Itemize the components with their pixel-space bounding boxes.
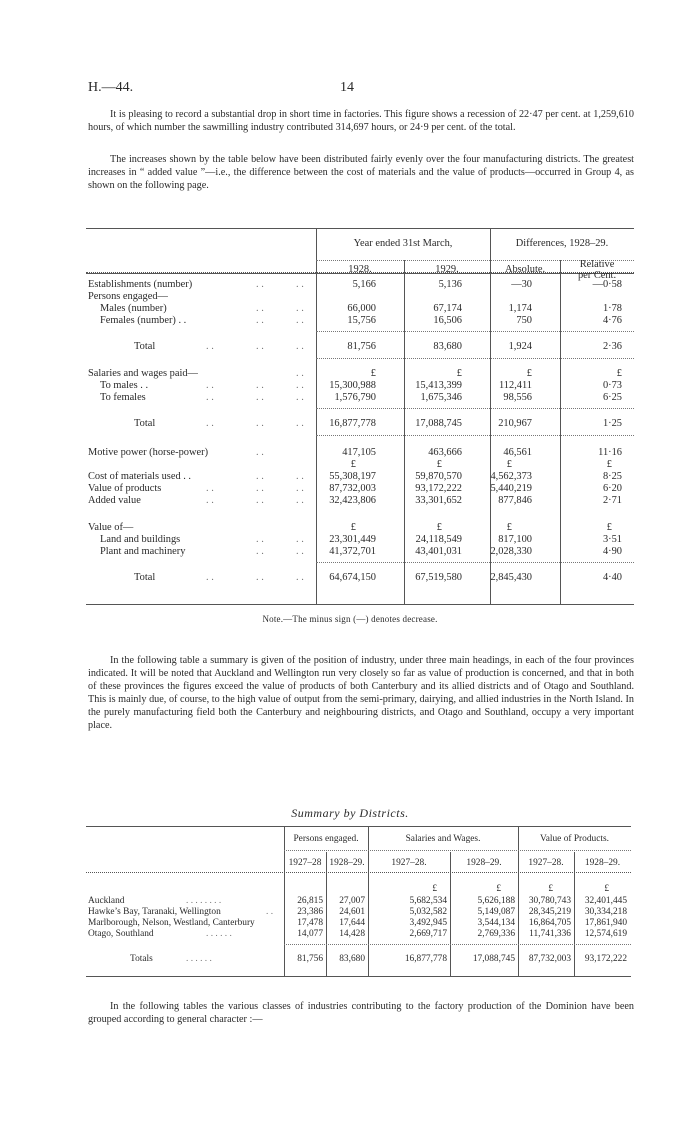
differences-heading: Differences, 1928–29.: [515, 238, 609, 249]
value-1928: 81,756: [347, 341, 376, 352]
leader-dots: . .: [296, 380, 304, 391]
persons-1928: 14,428: [339, 929, 365, 939]
leader-dots: . .: [206, 392, 214, 403]
col-persons-1927: 1927–28: [288, 858, 322, 868]
row-label: Males (number): [100, 303, 167, 314]
value-1929: 43,401,031: [415, 546, 462, 557]
leader-dots: . .: [206, 380, 214, 391]
value-1927: 16,864,705: [528, 918, 571, 928]
leader-dots: . .: [296, 392, 304, 403]
value-1928: 93,172,222: [584, 954, 627, 964]
value-products-heading: Value of Products.: [540, 834, 609, 844]
value-1929: 59,870,570: [415, 471, 462, 482]
currency-symbol: £: [548, 884, 553, 894]
currency-symbol: £: [436, 522, 442, 533]
persons-1927: 23,386: [297, 907, 323, 917]
col-1929: 1929.: [435, 264, 459, 275]
paragraph-short-time: It is pleasing to record a substantial drop in short time in factories. This figure shows a recession of 22·47 per cent. at 1,259,610 hours, of which number the sawmilling industry contributed 314,697 hours, or 24·9 per cent. of the total.: [88, 109, 634, 133]
leader-dots: . .: [256, 341, 264, 352]
value-absolute: 817,100: [498, 534, 532, 545]
value-1929: 5,136: [438, 279, 462, 290]
value-1929: 17,088,745: [415, 418, 462, 429]
leader-dots: . .: [296, 368, 304, 379]
salaries-1927: 3,492,945: [409, 918, 447, 928]
col-value-1928: 1928–29.: [584, 858, 621, 868]
row-label: Motive power (horse-power): [88, 447, 209, 458]
col-relative-line1: Relative: [579, 259, 615, 270]
salaries-1928: 5,626,188: [477, 896, 515, 906]
row-label: Salaries and wages paid—: [88, 368, 198, 379]
value-relative: 4·90: [602, 546, 622, 557]
leader-dots: . .: [296, 483, 304, 494]
col-absolute: Absolute.: [504, 264, 546, 275]
persons-1927: 14,077: [297, 929, 323, 939]
col-relative-line2: per Cent.: [577, 270, 617, 281]
row-label: Cost of materials used . .: [88, 471, 192, 482]
col-salaries-1928: 1928–29.: [466, 858, 502, 868]
currency-symbol: £: [606, 459, 612, 470]
currency-symbol: £: [350, 459, 356, 470]
col-relative: [560, 259, 634, 281]
salaries-1928: 17,088,745: [472, 954, 515, 964]
persons-1927: 81,756: [297, 954, 323, 964]
value-relative: 6·20: [602, 483, 622, 494]
currency-symbol: £: [506, 522, 512, 533]
value-1928: 417,105: [342, 447, 376, 458]
value-relative: 11·16: [598, 447, 622, 458]
value-1929: 67,519,580: [415, 572, 462, 583]
value-1929: 67,174: [433, 303, 462, 314]
value-absolute: 112,411: [499, 380, 532, 391]
col-salaries-1927: 1927–28.: [391, 858, 427, 868]
row-label: Total: [134, 418, 156, 429]
leader-dots: . .: [256, 380, 264, 391]
district-label: Totals: [130, 954, 153, 964]
salaries-1928: 5,149,087: [477, 907, 515, 917]
salaries-1928: 2,769,336: [477, 929, 515, 939]
leader-dots: . .: [296, 471, 304, 482]
value-1929: 83,680: [433, 341, 462, 352]
value-absolute: 1,174: [508, 303, 532, 314]
value-relative: 4·40: [602, 572, 622, 583]
value-1927: 30,780,743: [528, 896, 571, 906]
persons-1928: 17,644: [339, 918, 365, 928]
persons-1928: 24,601: [339, 907, 365, 917]
leader-dots: . .: [266, 907, 274, 917]
currency-symbol: £: [350, 522, 356, 533]
value-absolute: 4,562,373: [490, 471, 532, 482]
leader-dots: . . . . . . . .: [186, 896, 222, 906]
value-relative: 0·73: [602, 380, 622, 391]
value-1928: 15,756: [347, 315, 376, 326]
value-1929: 1,675,346: [420, 392, 462, 403]
value-relative: 8·25: [602, 471, 622, 482]
col-1928: 1928.: [348, 264, 372, 275]
currency-symbol: £: [432, 884, 437, 894]
value-1928: 17,861,940: [584, 918, 627, 928]
value-1928: 32,423,806: [329, 495, 376, 506]
currency-symbol: £: [496, 884, 501, 894]
currency-symbol: £: [526, 368, 532, 379]
salaries-wages-heading: Salaries and Wages.: [405, 834, 481, 844]
value-1928: 5,166: [352, 279, 376, 290]
value-1927: 11,741,336: [529, 929, 571, 939]
value-absolute: 877,846: [498, 495, 532, 506]
leader-dots: . .: [296, 546, 304, 557]
value-1928: 66,000: [347, 303, 376, 314]
value-absolute: 46,561: [503, 447, 532, 458]
leader-dots: . .: [256, 303, 264, 314]
row-label: Land and buildings: [100, 534, 181, 545]
leader-dots: . .: [256, 534, 264, 545]
year-ended-heading: Year ended 31st March,: [353, 238, 453, 249]
leader-dots: . .: [206, 341, 214, 352]
value-1929: 463,666: [428, 447, 462, 458]
value-relative: 4·76: [602, 315, 622, 326]
value-relative: 3·51: [602, 534, 622, 545]
district-label: Otago, Southland: [88, 929, 154, 939]
value-1928: 12,574,619: [584, 929, 627, 939]
leader-dots: . .: [206, 418, 214, 429]
row-label: Total: [134, 341, 156, 352]
row-label: To females: [100, 392, 146, 403]
value-absolute: 210,967: [498, 418, 532, 429]
salaries-1927: 5,682,534: [409, 896, 447, 906]
district-label: Marlborough, Nelson, Westland, Canterbury: [88, 918, 255, 928]
value-absolute: 750: [516, 315, 532, 326]
row-persons-engaged: Persons engaged—: [88, 291, 168, 302]
value-absolute: 2,845,430: [490, 572, 532, 583]
currency-symbol: £: [370, 368, 376, 379]
leader-dots: . .: [256, 447, 264, 458]
currency-symbol: £: [436, 459, 442, 470]
leader-dots: . .: [206, 572, 214, 583]
value-relative: —0·58: [592, 279, 622, 290]
leader-dots: . .: [256, 546, 264, 557]
value-1929: 15,413,399: [415, 380, 462, 391]
value-relative: 2·36: [602, 341, 622, 352]
value-1929: 24,118,549: [415, 534, 462, 545]
summary-by-districts-title: Summary by Districts.: [291, 806, 409, 820]
salaries-1928: 3,544,134: [477, 918, 515, 928]
persons-1928: 27,007: [339, 896, 365, 906]
value-1928: 30,334,218: [584, 907, 627, 917]
value-1928: 1,576,790: [334, 392, 376, 403]
district-label: Hawke’s Bay, Taranaki, Wellington: [88, 907, 221, 917]
row-label: Females (number) . .: [100, 315, 187, 326]
value-1928: 23,301,449: [329, 534, 376, 545]
leader-dots: . .: [206, 495, 214, 506]
persons-1927: 26,815: [297, 896, 323, 906]
leader-dots: . .: [296, 315, 304, 326]
row-label: To males . .: [100, 380, 149, 391]
paragraph-increases: The increases shown by the table below have been distributed fairly evenly over the four manufacturing districts. The greatest increases in “ added value ”—i.e., the difference between the cost of materials and the value of products—occurred in Group 4, as shown on the following page.: [88, 154, 634, 191]
value-relative: 1·25: [602, 418, 622, 429]
currency-symbol: £: [606, 522, 612, 533]
value-1929: 33,301,652: [415, 495, 462, 506]
currency-symbol: £: [616, 368, 622, 379]
value-absolute: 2,028,330: [490, 546, 532, 557]
leader-dots: . .: [256, 483, 264, 494]
value-relative: 6·25: [602, 392, 622, 403]
leader-dots: . .: [256, 418, 264, 429]
value-relative: 2·71: [602, 495, 622, 506]
currency-symbol: £: [456, 368, 462, 379]
value-1929: 93,172,222: [415, 483, 462, 494]
leader-dots: . .: [256, 279, 264, 290]
currency-symbol: £: [604, 884, 609, 894]
leader-dots: . . . . . .: [186, 954, 212, 964]
leader-dots: . .: [206, 483, 214, 494]
value-1928: 64,674,150: [329, 572, 376, 583]
col-persons-1928: 1928–29.: [329, 858, 365, 868]
value-1927: 28,345,219: [528, 907, 571, 917]
leader-dots: . .: [296, 418, 304, 429]
value-1928: 41,372,701: [329, 546, 376, 557]
value-1927: 87,732,003: [528, 954, 571, 964]
value-absolute: —30: [511, 279, 532, 290]
leader-dots: . .: [296, 279, 304, 290]
persons-engaged-heading: Persons engaged.: [293, 834, 359, 844]
leader-dots: . .: [256, 572, 264, 583]
report-code: H.—44.: [88, 80, 134, 95]
leader-dots: . . . . . .: [206, 929, 232, 939]
value-1928: 87,732,003: [329, 483, 376, 494]
leader-dots: . .: [296, 572, 304, 583]
row-label: Value of products: [88, 483, 162, 494]
persons-1927: 17,478: [297, 918, 323, 928]
value-1929: 16,506: [433, 315, 462, 326]
value-1928: 55,308,197: [329, 471, 376, 482]
salaries-1927: 5,032,582: [409, 907, 447, 917]
value-1928: 16,877,778: [329, 418, 376, 429]
leader-dots: . .: [296, 303, 304, 314]
paragraph-summary-intro: In the following table a summary is given of the position of industry, under three main headings, in each of the four provinces indicated. It will be noted that Auckland and Wellington run very closely so far as value of production is concerned, and that in both of these provinces the figures exceed the value of products of both Canterbury and its allied districts and of Otago and Southland. This is mainly due, of course, to the high value of output from the semi-primary, dairying, and allied industries in the North Island. In the purely manufacturing field both the Canterbury and neighbouring districts, and Otago and Southland, occupy a very important place.: [88, 655, 634, 731]
value-1928: 15,300,988: [329, 380, 376, 391]
row-label: Added value: [88, 495, 141, 506]
value-1928: 32,401,445: [584, 896, 627, 906]
col-value-1927: 1927–28.: [528, 858, 564, 868]
persons-1928: 83,680: [339, 954, 365, 964]
leader-dots: . .: [256, 315, 264, 326]
leader-dots: . .: [296, 534, 304, 545]
district-label: Auckland: [88, 896, 125, 906]
page-number: 14: [340, 80, 354, 95]
currency-symbol: £: [506, 459, 512, 470]
table-note: Note.—The minus sign (—) denotes decrease.: [262, 614, 438, 624]
leader-dots: . .: [296, 495, 304, 506]
leader-dots: . .: [296, 341, 304, 352]
value-absolute: 1,924: [508, 341, 532, 352]
row-label: Total: [134, 572, 156, 583]
row-label: Value of—: [88, 522, 134, 533]
salaries-1927: 16,877,778: [404, 954, 447, 964]
salaries-1927: 2,669,717: [409, 929, 447, 939]
value-absolute: 98,556: [503, 392, 532, 403]
leader-dots: . .: [256, 392, 264, 403]
row-label: Establishments (number): [88, 279, 193, 290]
value-absolute: 5,440,219: [490, 483, 532, 494]
paragraph-classes-intro: In the following tables the various classes of industries contributing to the factory production of the Dominion have been grouped according to general character :—: [88, 1001, 634, 1025]
leader-dots: . .: [256, 495, 264, 506]
value-relative: 1·78: [602, 303, 622, 314]
leader-dots: . .: [256, 471, 264, 482]
row-label: Plant and machinery: [100, 546, 186, 557]
